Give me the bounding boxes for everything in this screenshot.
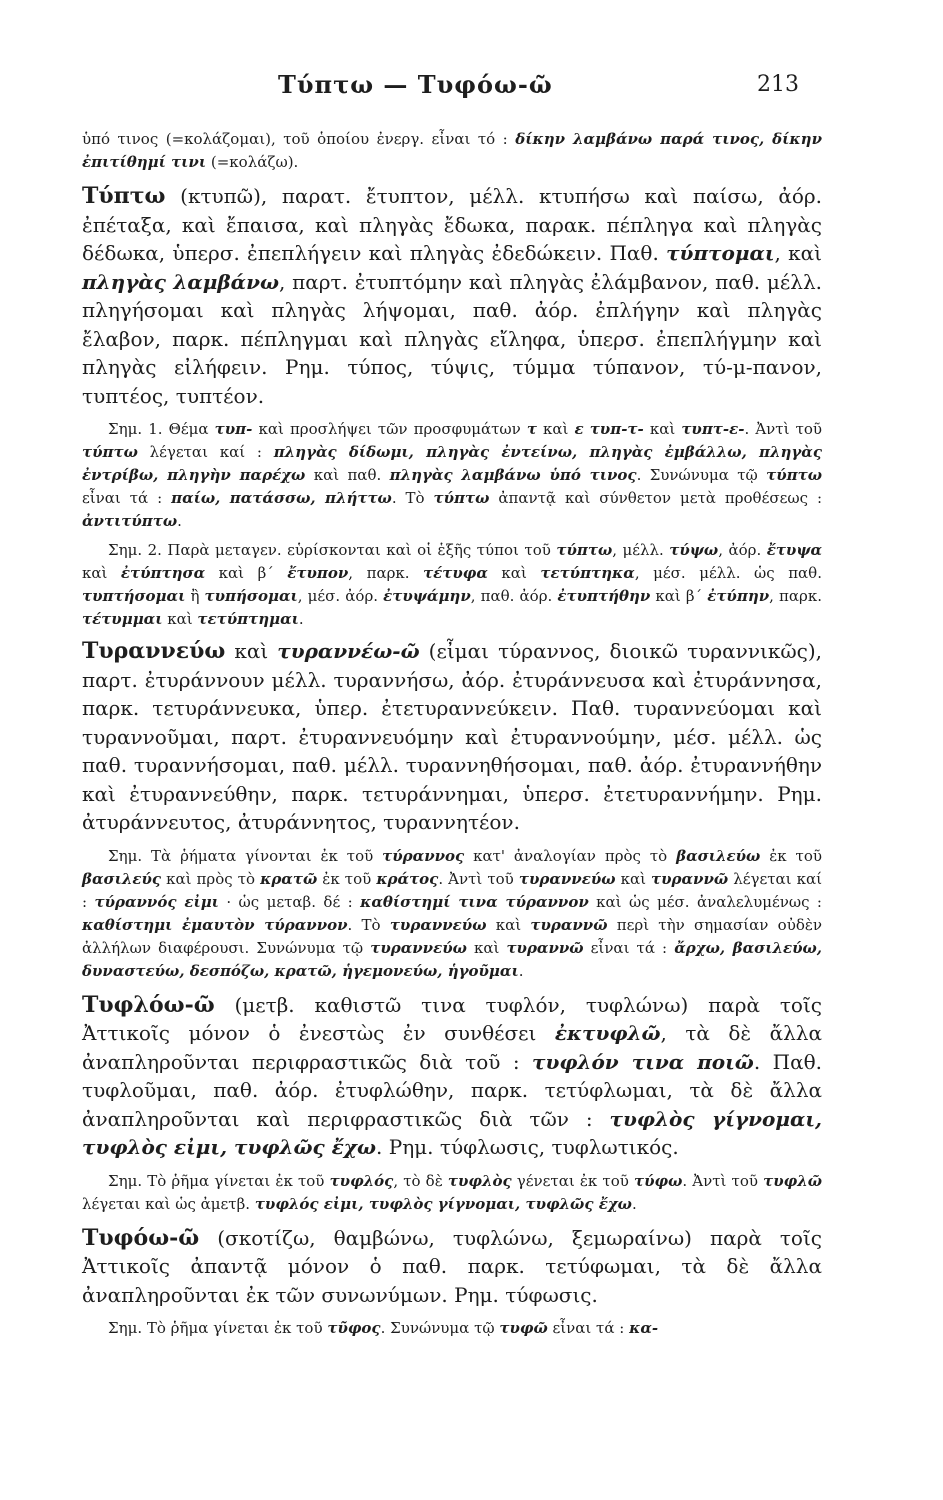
note-typhloo — [82, 1170, 822, 1216]
text-run: , τὰ δὲ ἄλλα ἀναπληροῦνται περιφραστικῶς διὰ τοῦ : — [82, 1021, 822, 1074]
bold-italic-phrase: τυπτ-ε- — [681, 420, 745, 438]
text-run: . — [631, 1194, 637, 1213]
entry-tyranneuo — [82, 637, 822, 837]
text-run: . — [518, 961, 524, 980]
text-run: Σημ. 2. Παρὰ μεταγεν. εὑρίσκονται καὶ οἱ ἑξῆς τύποι τοῦ — [108, 541, 557, 559]
text-run: ἢ — [185, 587, 205, 605]
bold-italic-phrase: τυφλὸς γίγνομαι, τυφλὸς εἰμι, τυφλῶς ἔχω — [82, 1106, 823, 1159]
bold-italic-phrase: ἐτυπτήθην — [557, 587, 651, 605]
bold-italic-phrase: τύψω — [669, 541, 719, 559]
bold-italic-phrase: ἔτυψα — [766, 541, 822, 559]
page-number: 213 — [757, 72, 799, 97]
text-run: καὶ — [643, 420, 682, 438]
bold-italic-phrase: παίω, πατάσσω, πλήττω — [171, 489, 392, 507]
text-run: Σημ. Τὸ ῥῆμα γίνεται ἐκ τοῦ — [108, 1171, 330, 1190]
text-run: καὶ — [536, 420, 575, 438]
text-run: εἶναι τά : — [547, 1319, 630, 1337]
bold-italic-phrase: τυφλὸς — [447, 1171, 512, 1190]
text-run: (σκοτίζω, θαμβώνω, τυφλώνω, ξεμωραίνω) παρὰ τοῖς Ἀττικοῖς ἀπαντᾷ μόνον ὁ παθ. παρκ. τετύφωμαι, τὰ δὲ ἄλλα ἀναπληροῦνται ἐκ τῶν συνωνύμων. Ρημ. τύφωσις. — [82, 1225, 822, 1307]
headword-typto: Τύπτω — [82, 183, 166, 209]
text-run: καὶ — [487, 564, 541, 582]
text-run: λέγεται καί : — [82, 869, 822, 911]
text-run: καὶ — [225, 639, 278, 663]
bold-italic-phrase: τ — [526, 420, 537, 438]
text-run: , καὶ — [774, 241, 823, 265]
bold-italic-phrase: τυραννῶ — [530, 915, 608, 934]
text-run: . Ἀντὶ τοῦ — [744, 420, 823, 438]
bold-italic-phrase: τυπήσομαι — [204, 587, 298, 605]
text-run: καὶ ὡς μέσ. ἀναλελυμένως : — [588, 892, 822, 911]
text-run: . Τὸ — [347, 915, 390, 934]
bold-italic-phrase: τυραννεύω — [389, 915, 487, 934]
bold-italic-phrase: τυπ- — [214, 420, 253, 438]
running-head: Τύπτω — Τυφόω-ῶ — [278, 70, 553, 99]
text-run: (εἶμαι τύραννος, διοικῶ τυραννικῶς), παρτ. ἐτυράννουν μέλλ. τυραννήσω, ἀόρ. ἐτυράννευσα καὶ ἐτυράννησα, παρκ. τετυράννευκα, ὑπερ. ἐτετυραννεύκειν. Παθ. τυραννεύομαι καὶ τυραννοῦμαι, παρτ. ἐτυραννευόμην καὶ ἐτυραννούμην, μέσ. μέλλ. ὡς παθ. τυραννήσομαι, παθ. μέλλ. τυραννηθήσομαι, παθ. ἀόρ. ἐτυραννήθην καὶ ἐτυραννεύθην, παρκ. τετυράννημαι, ὑπερσ. ἐτετυραννήμην. Ρημ. ἀτυράννευτος, ἀτυράννητος, τυραννητέον. — [82, 639, 822, 834]
entry-typhloo — [82, 991, 822, 1162]
bold-italic-phrase: πληγὰς λαμβάνω — [82, 269, 279, 294]
text-run: καὶ — [486, 915, 531, 934]
entry-tyfoo — [82, 1224, 822, 1310]
bold-italic-phrase: τῦφος — [327, 1319, 381, 1337]
bold-italic-phrase: ἐτυψάμην — [383, 587, 471, 605]
bold-italic-phrase: τυφῶ — [499, 1319, 548, 1337]
bold-italic-phrase: τυφλῶ — [763, 1171, 822, 1190]
text-run: περὶ τὴν σημασίαν οὐδὲν ἀλλήλων διαφέρουσι. Συνώνυμα τῷ — [82, 915, 823, 957]
bold-italic-phrase: κρατῶ — [260, 869, 318, 888]
continuation-paragraph — [82, 128, 822, 174]
text-run: κατ' ἀναλογίαν πρὸς τὸ — [464, 846, 677, 865]
bold-italic-phrase: τύπτω — [433, 489, 490, 507]
text-run: . Παθ. τυφλοῦμαι, παθ. ἀόρ. ἐτυφλώθην, παρκ. τετύφλωμαι, τὰ δὲ ἄλλα ἀναπληροῦνται καὶ περιφραστικῶς διὰ τῶν : — [82, 1049, 822, 1131]
text-run: , παθ. ἀόρ. — [470, 587, 558, 605]
page-body — [82, 128, 822, 1340]
bold-italic-phrase: τύπτω — [82, 443, 138, 461]
text-run: (=κολάζω). — [206, 153, 299, 171]
headword-tyranneuo: Τυραννεύω — [82, 638, 226, 664]
text-run: , παρτ. ἐτυπτόμην καὶ πληγὰς ἐλάμβανον, παθ. μέλλ. πληγήσομαι καὶ πληγὰς λήψομαι, παθ. ἀόρ. ἐπλήγην καὶ πληγὰς ἔλαβον, παρκ. πέπληγμαι καὶ πληγὰς εἴληφα, ὑπερσ. ἐπεπλήγμην καὶ πληγὰς εἰλήφειν. Ρημ. τύπος, τύψις, τύμμα τύπανον, τύ-μ-πανον, τυπτέος, τυπτέον. — [82, 269, 822, 408]
text-run: · ὡς μεταβ. δέ : — [218, 892, 361, 911]
text-run: , παρκ. — [348, 564, 424, 582]
text-run: . — [177, 512, 182, 530]
headword-typhloo: Τυφλόω-ῶ — [82, 991, 215, 1018]
bold-italic-phrase: πληγὰς δίδωμι, πληγὰς ἐντείνω, πληγὰς ἐμβάλλω, πληγὰς ἐντρίβω, πληγὴν παρέχω — [82, 443, 822, 484]
bold-italic-phrase: τέτυφα — [423, 564, 488, 582]
text-run: λέγεται καί : — [137, 443, 274, 461]
bold-italic-phrase: ἔτυπον — [287, 564, 349, 582]
bold-italic-phrase: ἐτύπην — [707, 587, 770, 605]
note-2-typto — [82, 539, 822, 631]
text-run: καὶ πρὸς τὸ — [161, 869, 261, 888]
bold-italic-phrase: τύραννος — [382, 846, 465, 865]
bold-italic-phrase: βασιλεύς — [82, 869, 161, 888]
text-run: Σημ. 1. Θέμα — [108, 420, 215, 438]
text-run: καὶ παθ. — [305, 466, 390, 484]
bold-italic-phrase: τυφλός εἰμι, τυφλὸς γίγνομαι, τυφλῶς ἔχω — [254, 1194, 632, 1213]
bold-italic-phrase: τέτυμμαι — [82, 610, 163, 628]
text-run: καὶ προσλήψει τῶν προσφυμάτων — [252, 420, 527, 438]
bold-italic-phrase: ε — [574, 420, 584, 438]
text-run: καὶ — [162, 610, 198, 628]
text-run: , τὸ δὲ — [393, 1171, 448, 1190]
bold-italic-phrase: τετύπτηκα — [540, 564, 635, 582]
text-run: (κτυπῶ), παρατ. ἔτυπτον, μέλλ. κτυπήσω καὶ παίσω, ἀόρ. ἐπέταξα, καὶ ἔπαισα, καὶ πληγὰς ἔδωκα, παρακ. πέπληγα καὶ πληγὰς δέδωκα, ὑπερσ. ἐπεπλήγειν καὶ πληγὰς ἐδεδώκειν. Παθ. — [82, 184, 822, 265]
text-run: Σημ. Τὰ ῥήματα γίνονται ἐκ τοῦ — [108, 846, 383, 865]
text-run: ἀπαντᾷ καὶ σύνθετον μετὰ προθέσεως : — [489, 489, 822, 507]
bold-italic-phrase: ἀντιτύπτω — [82, 512, 178, 530]
text-run: ἐκ τοῦ — [317, 869, 377, 888]
text-run: . Ἀντὶ τοῦ — [438, 869, 519, 888]
text-run: . Συνώνυμα τῷ — [636, 466, 767, 484]
text-run: . Ρημ. τύφλωσις, τυφλωτικός. — [376, 1135, 679, 1159]
text-run: , παρκ. — [769, 587, 822, 605]
bold-italic-phrase: τύραννός εἰμι — [94, 892, 219, 911]
page-header — [0, 70, 943, 110]
bold-italic-phrase: πληγὰς λαμβάνω ὑπό τινος — [389, 466, 637, 484]
text-run: ὑπό τινος (=κολάζομαι), τοῦ ὁποίου ἐνεργ. εἶναι τό : — [82, 130, 516, 148]
bold-italic-phrase: κα- — [629, 1319, 659, 1337]
text-run: γένεται ἐκ τοῦ — [511, 1171, 634, 1190]
bold-italic-phrase: τυραννῶ — [651, 869, 729, 888]
text-run: καὶ β΄ — [205, 564, 288, 582]
bold-italic-phrase: ἐκτυφλῶ — [554, 1021, 661, 1045]
text-run: καὶ — [82, 564, 121, 582]
text-run: καὶ β΄ — [650, 587, 708, 605]
headword-tyfoo: Τυφόω-ῶ — [82, 1224, 200, 1251]
text-run: . — [298, 610, 304, 628]
text-run: εἶναι τά : — [583, 938, 675, 957]
text-run: ἐκ τοῦ — [760, 846, 822, 865]
bold-italic-phrase: δίκην λαμβάνω παρά τινος, δίκην ἐπιτίθημί τινι — [82, 130, 822, 171]
bold-italic-phrase: τυπτήσομαι — [82, 587, 186, 605]
text-run: καὶ — [466, 938, 507, 957]
bold-italic-phrase: τυφλόν τινα ποιῶ — [532, 1049, 754, 1074]
bold-italic-phrase: καθίστημι ἐμαυτὸν τύραννον — [82, 915, 348, 934]
text-run: Σημ. Τὸ ῥῆμα γίνεται ἐκ τοῦ — [108, 1319, 328, 1337]
bold-italic-phrase: ἄρχω, βασιλεύω, δυναστεύω, δεσπόζω, κρατῶ, ἡγεμονεύω, ἡγοῦμαι — [82, 938, 823, 980]
text-run: (μετβ. καθιστῶ τινα τυφλόν, τυφλώνω) παρὰ τοῖς Ἀττικοῖς μόνον ὁ ἐνεστὼς ἐν συνθέσει — [82, 992, 822, 1045]
text-run: . Τὸ — [391, 489, 434, 507]
text-run: . Συνώνυμα τῷ — [380, 1319, 500, 1337]
bold-italic-phrase: κράτος — [376, 869, 439, 888]
bold-italic-phrase: καθίστημί τινα τύραννον — [360, 892, 589, 911]
bold-italic-phrase: τυφλός — [329, 1171, 394, 1190]
text-run: εἶναι τά : — [82, 489, 172, 507]
text-run: , μέλλ. — [612, 541, 670, 559]
bold-italic-phrase: τύπτομαι — [666, 241, 775, 265]
bold-italic-phrase: ἐτύπτησα — [120, 564, 206, 582]
text-run: , μέσ. μέλλ. ὡς παθ. — [634, 564, 822, 582]
note-1-typto — [82, 418, 822, 533]
text-run: , μέσ. ἀόρ. — [297, 587, 384, 605]
text-run: καὶ — [615, 869, 652, 888]
bold-italic-phrase: τυπ-τ- — [589, 420, 644, 438]
bold-italic-phrase: τυραννῶ — [506, 938, 584, 957]
text-run: . Ἀντὶ τοῦ — [682, 1171, 764, 1190]
bold-italic-phrase: τύφω — [634, 1171, 683, 1190]
text-run: λέγεται καὶ ὡς ἀμετβ. — [82, 1194, 255, 1213]
bold-italic-phrase: τετύπτημαι — [197, 610, 299, 628]
note-tyfoo — [82, 1317, 822, 1340]
entry-typto — [82, 182, 822, 410]
bold-italic-phrase: τύπτω — [556, 541, 613, 559]
bold-italic-phrase: τυραννεύω — [370, 938, 467, 957]
note-tyranneuo — [82, 845, 822, 983]
bold-italic-phrase: βασιλεύω — [676, 846, 761, 865]
bold-italic-phrase: τυραννέω-ῶ — [277, 639, 420, 663]
text-run: , ἀόρ. — [718, 541, 767, 559]
bold-italic-phrase: τυραννεύω — [518, 869, 616, 888]
bold-italic-phrase: τύπτω — [766, 466, 822, 484]
